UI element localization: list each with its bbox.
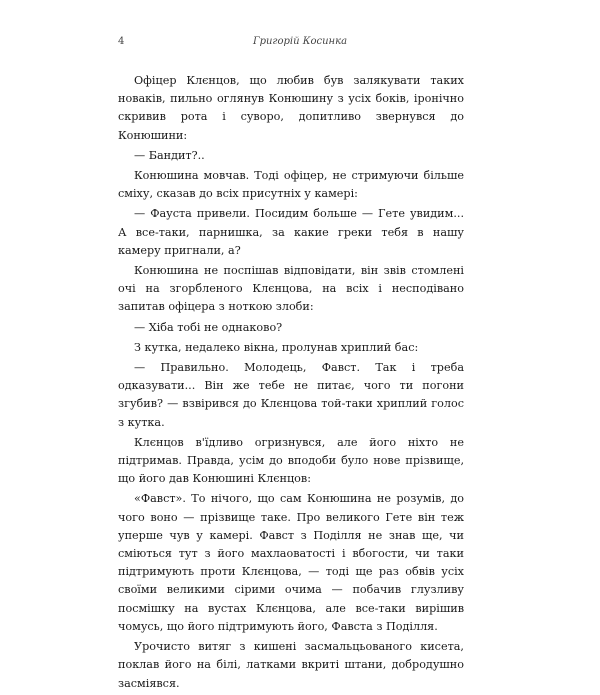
- paragraph: — Хіба тобі не однаково?: [134, 320, 283, 334]
- body-text: [118, 72, 464, 695]
- page-number: 4: [118, 36, 125, 47]
- paragraph: — Фауста привели. Посидим больше — Гете увидим... А все-таки, парнишка, за какие греки тебя в нашу камеру пригнали, а?: [118, 207, 464, 257]
- paragraph: Клєнцов в'їдливо огризнувся, але його ніхто не підтримав. Правда, усім до вподоби було нове прізвище, що його дав Конюшині Клєнцов:: [118, 435, 464, 486]
- paragraph: — Бандит?..: [134, 148, 205, 162]
- paragraph: Офіцер Клєнцов, що любив був залякувати таких новаків, пильно оглянув Конюшину з усіх боків, іронічно скривив рота і суворо, допитливо звернувся до Конюшини:: [118, 74, 464, 142]
- paragraph: Конюшина мовчав. Тоді офіцер, не стримуючи більше сміху, сказав до всіх присутніх у камері:: [118, 169, 464, 201]
- paragraph: «Фавст». То нічого, що сам Конюшина не розумів, до чого воно — прізвище таке. Про великого Гете він теж уперше чув у камері. Фавст з Поділля не знав ще, чи сміються тут з його махлаоватості і вбогости, чи таки підтримують проти Клєнцова, — тоді ще раз обвів усіх своїми великими сірими очима — побачив глузливу посмішку на вустах Клєнцова, але все-таки вирішив чомусь, що його підтримують його, Фавста з Поділля.: [118, 492, 464, 633]
- paragraph: — Правильно. Молодець, Фавст. Так і треба одказувати... Він же тебе не питає, чого ти погони згубив? — взвірився до Клєнцова той-таки хриплий голос з кутка.: [118, 361, 464, 429]
- paragraph: Конюшина не поспішав відповідати, він звів стомлені очі на згорбленого Клєнцова, на всіх і несподівано запитав офіцера з ноткою злоби:: [118, 264, 464, 314]
- page-header: [118, 36, 482, 50]
- paragraph: З кутка, недалеко вікна, пролунав хриплий бас:: [134, 340, 419, 354]
- paragraph: Урочисто витяг з кишені засмальцьованого кисета, поклав його на білі, латками вкриті штани, добродушно засміявся.: [118, 640, 464, 690]
- running-title: Григорій Косинка: [252, 36, 348, 47]
